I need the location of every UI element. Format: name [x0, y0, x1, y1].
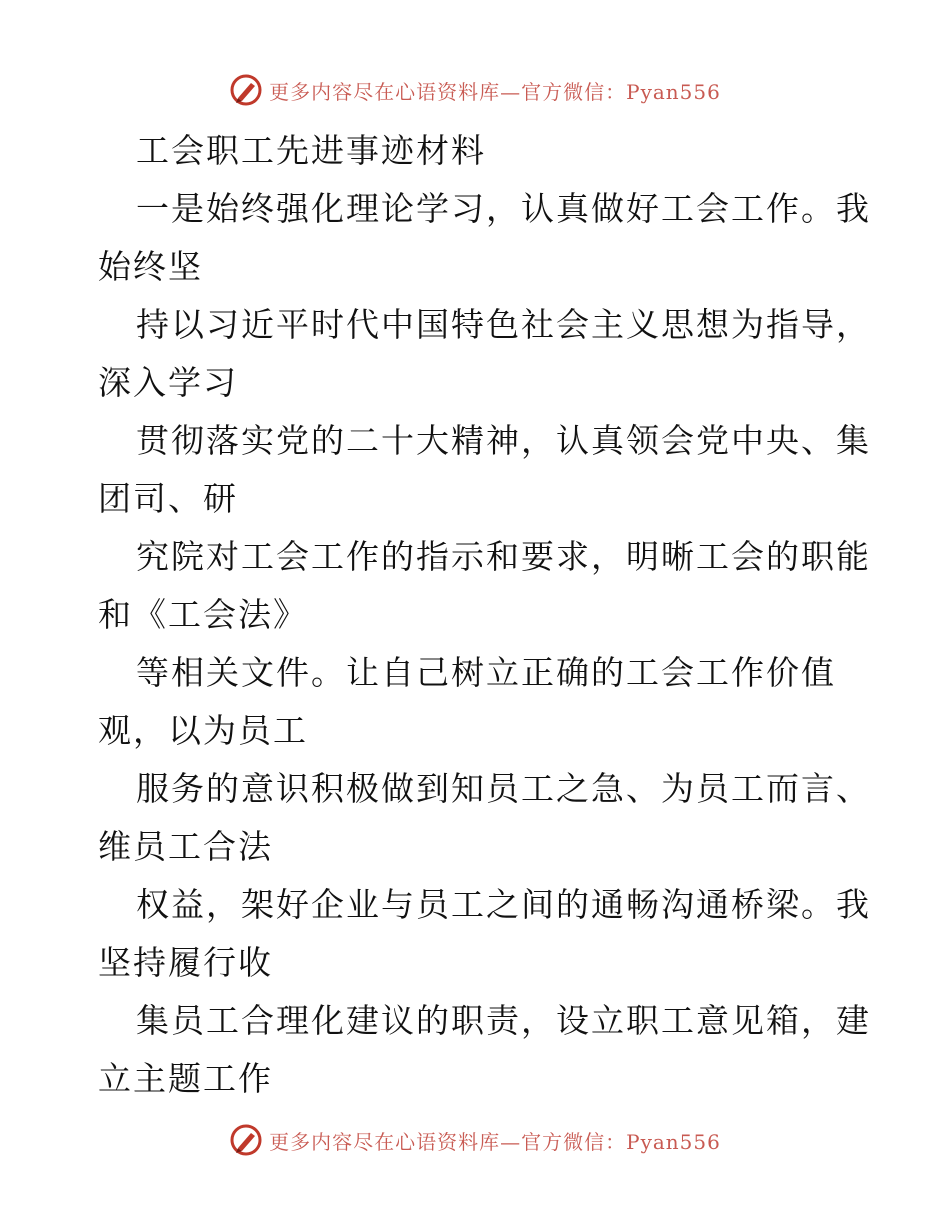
text-line: 深入学习 [98, 363, 238, 402]
text-line: 持以习近平时代中国特色社会主义思想为指导， [136, 305, 871, 344]
text-line: 权益，架好企业与员工之间的通畅沟通桥梁。我 [136, 885, 871, 924]
document-body [98, 122, 871, 1108]
header-banner [0, 70, 950, 110]
header-banner-text: 更多内容尽在心语资料库—官方微信：Pyan556 [269, 79, 721, 104]
text-line: 坚持履行收 [98, 943, 273, 982]
text-line: 始终坚 [98, 247, 203, 286]
text-line: 团司、研 [98, 479, 238, 518]
text-line: 观，以为员工 [98, 711, 308, 750]
text-line: 和《工会法》 [98, 595, 308, 634]
pen-logo-icon [229, 73, 263, 107]
text-line: 贯彻落实党的二十大精神，认真领会党中央、集 [136, 421, 871, 460]
text-line: 一是始终强化理论学习，认真做好工会工作。我 [136, 189, 871, 228]
text-line: 维员工合法 [98, 827, 273, 866]
text-line: 工会职工先进事迹材料 [136, 131, 486, 170]
footer-banner [0, 1120, 950, 1160]
pen-logo-icon [229, 1123, 263, 1157]
text-line: 立主题工作 [98, 1059, 273, 1098]
text-line: 服务的意识积极做到知员工之急、为员工而言、 [136, 769, 871, 808]
text-line: 究院对工会工作的指示和要求，明晰工会的职能 [136, 537, 871, 576]
text-line: 集员工合理化建议的职责，设立职工意见箱，建 [136, 1001, 871, 1040]
text-line: 等相关文件。让自己树立正确的工会工作价值 [136, 653, 836, 692]
footer-banner-text: 更多内容尽在心语资料库—官方微信：Pyan556 [269, 1129, 721, 1154]
